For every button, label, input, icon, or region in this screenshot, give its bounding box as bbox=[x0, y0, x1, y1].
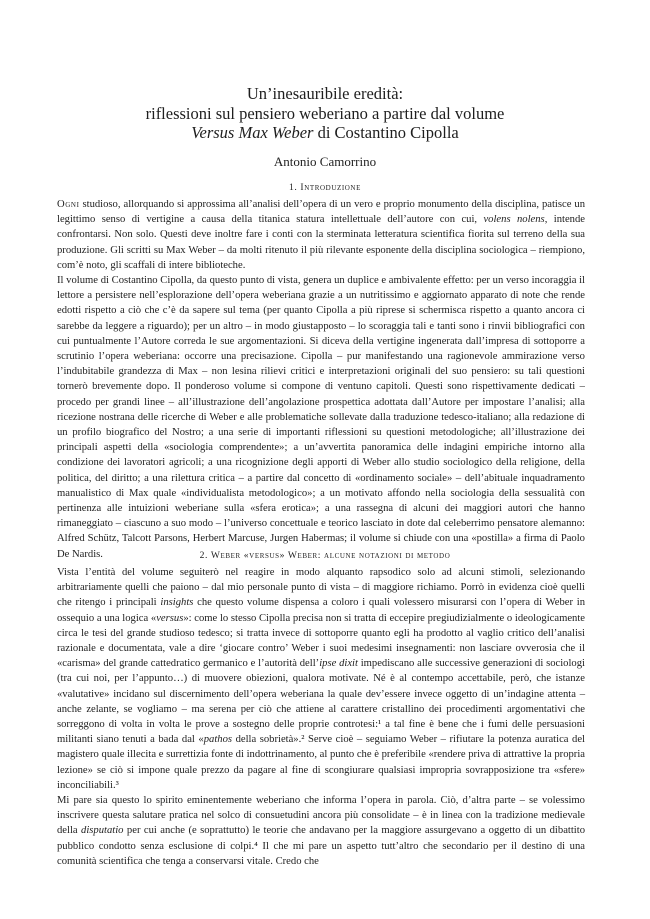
text-run: che questo volume dispensa a coloro i quali volessero misurarsi con l’opera di Weber in ossequio a una logica « bbox=[57, 597, 585, 624]
text-run: della sobrietà».² Serve cioè – seguiamo Weber – rifiutare la potenza auratica del magistero quale illecita e surrettizia fonte di indottrinamento, al punto che è preferibile «rendere priva di attrattive la propria lezione» se ciò si impone quale prezzo da pagare al fine di scongiurare qualsiasi impropria sovrapposizione tra «sfere» inconciliabili.³ bbox=[57, 734, 585, 791]
text-run: »: come lo stesso Cipolla precisa non si tratta di eccepire pregiudizialmente o ideologicamente circa le tesi del grande studioso tedesco; si tratta invece di sottoporre quanto egli ha prodotto al vaglio critico dell’analisi razionale e documentata, vale a dire ‘giocare contro’ Weber i suoi medesimi insegnamenti: non lasciare ovverosia che il «carisma» del grande cattedratico germanico e l’autorità dell’ bbox=[57, 612, 585, 670]
italic-text: volens nolens bbox=[483, 214, 545, 226]
title-line-3 bbox=[0, 123, 650, 143]
text-run: studioso, allorquando si approssima all’analisi dell’opera di un vero e proprio monumento della disciplina, patisce un legittimo senso di vertigine a causa della titanica statura intellettuale dell’autore con cui, bbox=[57, 199, 585, 226]
italic-text: disputatio bbox=[81, 825, 124, 837]
small-caps-text: Ogni bbox=[57, 199, 80, 210]
text-run: Il volume di Costantino Cipolla, da questo punto di vista, genera un duplice e ambivalente effetto: per un verso incoraggia il lettore a persistere nell’esplorazione dell’opera weberiana grazie a un nutritissimo e aggiornato apparato di note che rende edotti rispetto a ciò che c’è da sapere sul tema (per quanto Cipolla a più riprese si schermisca rispetto a quanto ancora ci sarebbe da leggere a riguardo); per un altro – in modo giustapposto – lo scoraggia tali e tanti sono i rinvii bibliografici con cui puntualmente l’Autore correda le sue argomentazioni. Si diceva della vertigine ingenerata dall’impresa di sottoporre a scrutinio l’opera weberiana: occorre una precisazione. Cipolla – pur manifestando una ragionevole ammirazione verso l’indubitabile grandezza di Max – non lesina rilievi critici e interpretazioni originali del suo pensiero: su tali questioni tornerò brevemente dopo. Il ponderoso volume si compone di ventuno capitoli. Questi sono rispettivamente dedicati – procedo per grandi linee – all’illustrazione dell’angolazione prospettica adottata dall’Autore per impostare l’analisi; alla ricezione nostrana delle ricerche di Weber e alle problematiche sollevate dalla traduzione tedesco-italiano; alla redazione di un profilo biografico del Nostro; a una serie di importanti riflessioni su questioni metodologiche; all’illustrazione dei principali aspetti della «sociologia comprendente»; a un’avvertita panoramica delle indagini empiriche intorno alla condizione dei lavoratori agricoli; a una ricognizione degli apporti di Weber allo studio sociologico della religione, della politica, del diritto; a una rilettura critica – a partire dal concetto di «ordinamento sociale» – dell’abituale inquadramento manualistico di Max quale «individualista metodologico»; a un motivato affondo nella sociologia della sessualità con pertinenza alle intuizioni weberiane sulla «sfera erotica»; a una rassegna di alcuni dei maggiori autori che hanno rimaneggiato – ciascuno a suo modo – l’universo concettuale e teorico lasciato in dote dal celeberrimo pensatore alemanno: Alfred Schütz, Talcott Parsons, Herbert Marcuse, Jurgen Habermas; il volume si chiude con una «postilla» a firma di Paolo De Nardis. bbox=[57, 275, 585, 560]
article-author: Antonio Camorrino bbox=[273, 153, 377, 169]
paragraph bbox=[57, 197, 585, 273]
book-title: Versus Max Weber bbox=[191, 123, 314, 142]
section-body-2 bbox=[57, 565, 585, 869]
text-run: per cui anche (e soprattutto) le teorie che andavano per la maggiore assurgevano a oggetto di un dibattito pubblico condotto senza esclusione di colpi.⁴ Il che mi pare un aspetto tutt’altro che secondario per il destino di una comunità scientifica che tenga a conservarsi vitale. Credo che bbox=[57, 825, 585, 867]
title-line-1: Un’inesauribile eredità: bbox=[246, 84, 404, 103]
paragraph bbox=[57, 565, 585, 793]
title-line-2: riflessioni sul pensiero weberiano a partire dal volume bbox=[145, 103, 505, 123]
title-block bbox=[0, 84, 650, 170]
italic-text: insights bbox=[160, 597, 194, 609]
paragraph bbox=[57, 793, 585, 869]
section-heading-1: 1. Introduzione bbox=[289, 182, 361, 193]
paragraph bbox=[57, 273, 585, 562]
text-run: , intende confrontarsi. Non solo. Questi deve inoltre fare i conti con la sterminata letteratura scientifica fiorita sul terreno della sua produzione. Gli scritti su Max Weber – da molti ritenuto il più rilevante esponente della disciplina sociologica – riempiono, com’è noto, gli scaffali di intere biblioteche. bbox=[57, 214, 585, 271]
section-body-1 bbox=[57, 197, 585, 562]
italic-text: pathos bbox=[203, 734, 233, 746]
text-run: impediscano alle successive generazioni di sociologi (tra cui noi, per l’appunto…) di muovere obiezioni, qualora motivate. Né è al contempo accettabile, però, che istanze «valutative» incidano sul discernimento dell’opera weberiana la quale dev’essere invece oggetto di un’indagine attenta – anche zelante, se vogliamo – ma serena per ciò che attiene al carattere cristallino dei procedimenti argomentativi che sorreggono di volta in volta le prove a sostegno delle proprie controtesi:¹ a tal fine è bene che i fumi delle persuasioni militanti siano tenuti a bada dal « bbox=[57, 658, 585, 746]
section-heading-2: 2. Weber «versus» Weber: alcune notazioni di metodo bbox=[199, 550, 451, 561]
text-run: Mi pare sia questo lo spirito eminentemente weberiano che informa l’opera in parola. Ciò, d’altra parte – se volessimo inscrivere questa salutare pratica nel solco di consuetudini ancora più consolidate – è in linea con la tradizione medievale della bbox=[57, 795, 585, 837]
italic-text: ipse dixit bbox=[319, 658, 358, 670]
text-run: Vista l’entità del volume seguiterò nel reagire in modo alquanto rapsodico solo ad alcuni stimoli, selezionando arbitrariamente quelli che paiono – dal mio personale punto di vista – di maggiore richiamo. Porrò in evidenza cioè quelli che ritengo i principali bbox=[57, 567, 585, 609]
italic-text: versus bbox=[156, 612, 184, 624]
book-author-ref: di Costantino Cipolla bbox=[313, 123, 459, 142]
